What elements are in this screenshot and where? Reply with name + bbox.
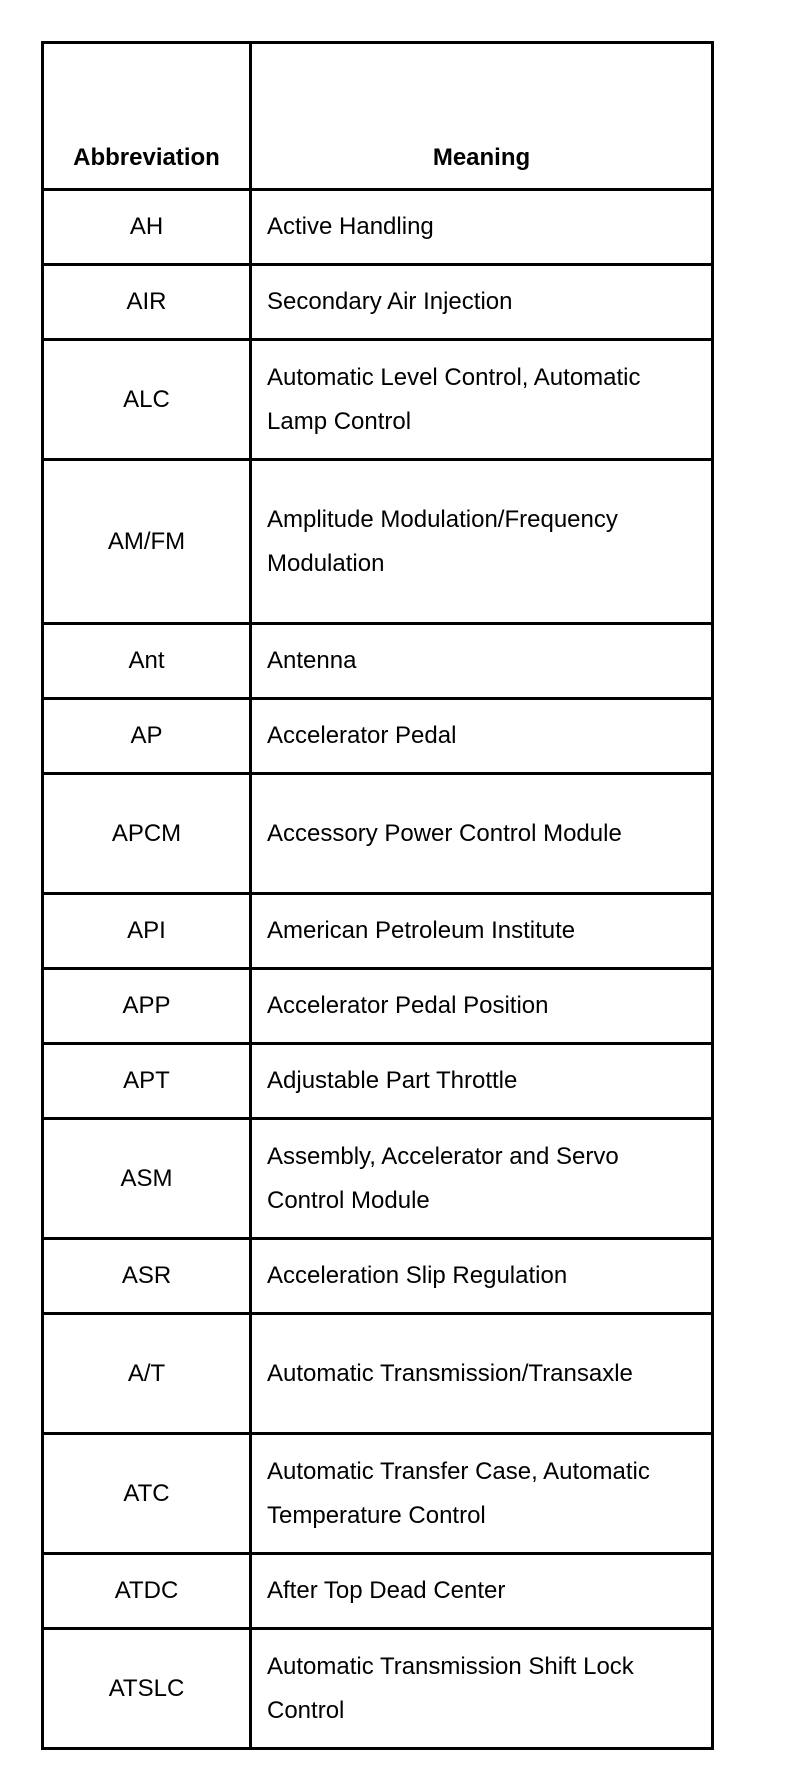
abbreviation-cell: ASM: [43, 1119, 251, 1239]
abbreviation-cell: APT: [43, 1044, 251, 1119]
meaning-cell: Automatic Transmission Shift Lock Control: [251, 1629, 713, 1749]
table-row: [43, 1044, 713, 1119]
meaning-cell: Automatic Transmission/Transaxle: [251, 1314, 713, 1434]
meaning-cell: Accessory Power Control Module: [251, 774, 713, 894]
meaning-cell: Secondary Air Injection: [251, 265, 713, 340]
table-header-row: [43, 43, 713, 190]
table-row: [43, 894, 713, 969]
table-row: [43, 1239, 713, 1314]
table-body: [43, 190, 713, 1749]
abbreviation-cell: ATDC: [43, 1554, 251, 1629]
meaning-cell: American Petroleum Institute: [251, 894, 713, 969]
table-row: [43, 774, 713, 894]
meaning-cell: After Top Dead Center: [251, 1554, 713, 1629]
table-row: [43, 1314, 713, 1434]
table-row: [43, 190, 713, 265]
meaning-cell: Automatic Level Control, Automatic Lamp Control: [251, 340, 713, 460]
abbreviation-table-container: [41, 41, 711, 1750]
abbreviation-cell: ALC: [43, 340, 251, 460]
meaning-cell: Adjustable Part Throttle: [251, 1044, 713, 1119]
abbreviation-cell: APCM: [43, 774, 251, 894]
table-row: [43, 1434, 713, 1554]
table-row: [43, 624, 713, 699]
meaning-cell: Acceleration Slip Regulation: [251, 1239, 713, 1314]
abbreviation-cell: APP: [43, 969, 251, 1044]
table-row: [43, 1119, 713, 1239]
meaning-cell: Assembly, Accelerator and Servo Control Module: [251, 1119, 713, 1239]
abbreviation-cell: AM/FM: [43, 460, 251, 624]
abbreviation-table: [41, 41, 714, 1750]
table-row: [43, 699, 713, 774]
abbreviation-cell: API: [43, 894, 251, 969]
table-row: [43, 1554, 713, 1629]
meaning-cell: Accelerator Pedal Position: [251, 969, 713, 1044]
abbreviation-cell: AIR: [43, 265, 251, 340]
meaning-cell: Accelerator Pedal: [251, 699, 713, 774]
meaning-cell: Antenna: [251, 624, 713, 699]
abbreviation-cell: A/T: [43, 1314, 251, 1434]
table-row: [43, 969, 713, 1044]
abbreviation-cell: ATC: [43, 1434, 251, 1554]
table-row: [43, 1629, 713, 1749]
abbreviation-cell: AP: [43, 699, 251, 774]
meaning-cell: Amplitude Modulation/Frequency Modulation: [251, 460, 713, 624]
table-row: [43, 265, 713, 340]
table-row: [43, 340, 713, 460]
abbreviation-cell: ASR: [43, 1239, 251, 1314]
table-row: [43, 460, 713, 624]
abbreviation-cell: Ant: [43, 624, 251, 699]
header-abbreviation-label: Abbreviation: [73, 144, 220, 171]
abbreviation-cell: ATSLC: [43, 1629, 251, 1749]
header-meaning: Meaning: [251, 43, 713, 190]
meaning-cell: Active Handling: [251, 190, 713, 265]
meaning-cell: Automatic Transfer Case, Automatic Temperature Control: [251, 1434, 713, 1554]
abbreviation-cell: AH: [43, 190, 251, 265]
header-abbreviation: [43, 43, 251, 190]
